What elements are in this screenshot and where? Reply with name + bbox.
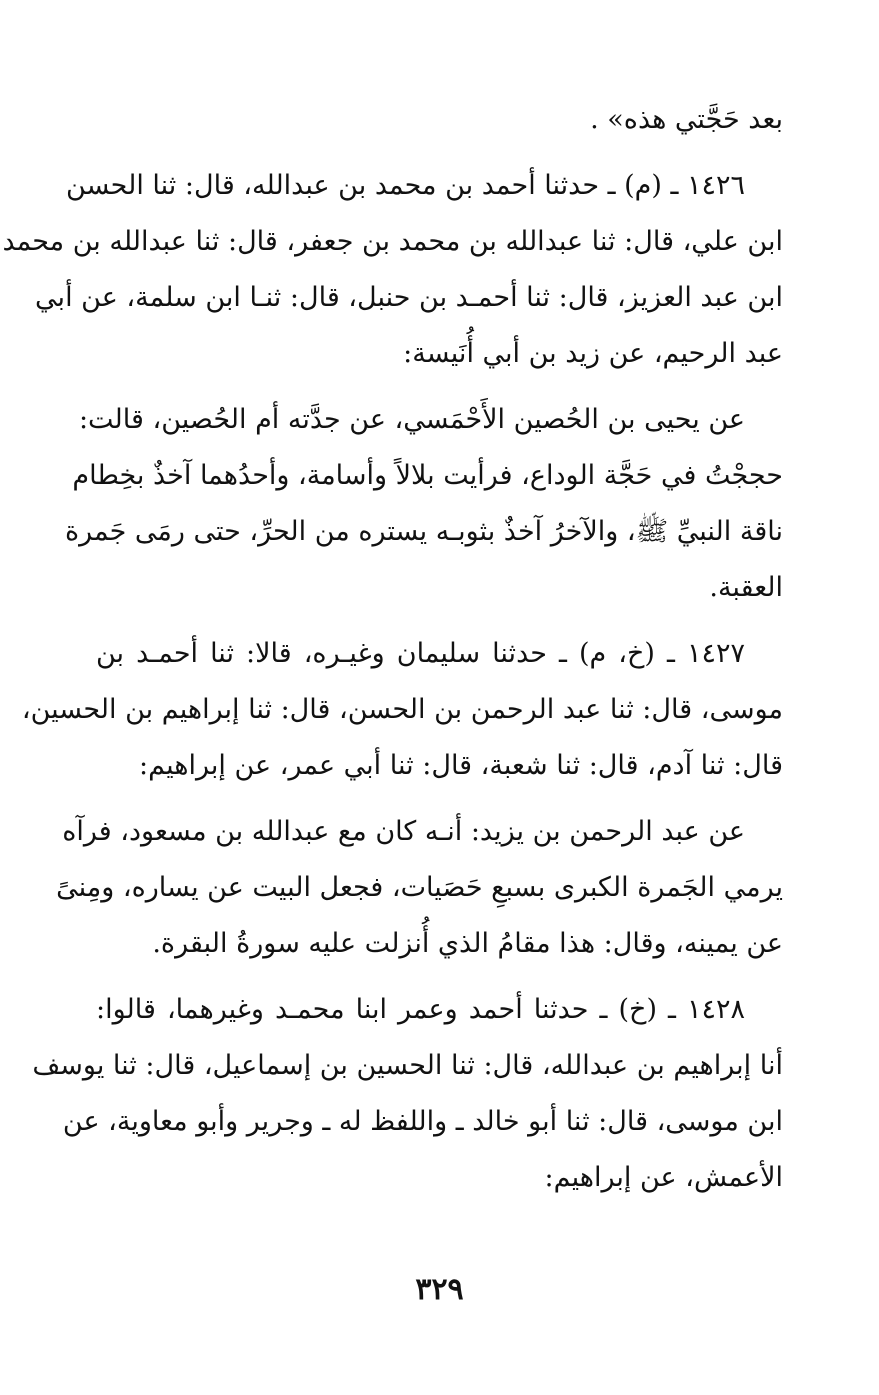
text-line: عن يحيى بن الحُصين الأَحْمَسي، عن جدَّته أم الحُصين، قالت: (78, 404, 745, 435)
hadith-1426-isnad (2, 158, 783, 382)
page-number: ٣٢٩ (415, 1272, 464, 1307)
text-line: ناقة النبيِّ ﷺ، والآخرُ آخذٌ بثوبـه يستره من الحرِّ، حتى رمَى جَمرة (64, 516, 783, 547)
text-line: قال: ثنا آدم، قال: ثنا شعبة، قال: ثنا أبي عمر، عن إبراهيم: (139, 750, 783, 781)
page-body (2, 92, 783, 1206)
text-line: بعد حَجَّتي هذه» . (590, 104, 783, 135)
hadith-1428-isnad (32, 982, 783, 1206)
text-line: أنا إبراهيم بن عبدالله، قال: ثنا الحسين بن إسماعيل، قال: ثنا يوسف (32, 1050, 783, 1081)
text-line: حججْتُ في حَجَّة الوداع، فرأيت بلالاً وأسامة، وأحدُهما آخذٌ بخِطام (72, 460, 783, 491)
hadith-1426-text (64, 392, 783, 616)
text-line: عن يمينه، وقال: هذا مقامُ الذي أُنزلت عليه سورةُ البقرة. (152, 928, 783, 959)
paragraph-continuation (96, 92, 783, 148)
text-line: عن عبد الرحمن بن يزيد: أنـه كان مع عبدالله بن مسعود، فرآه (62, 816, 745, 847)
text-line: ابن موسى، قال: ثنا أبو خالد ـ واللفظ له ـ وجرير وأبو معاوية، عن (62, 1106, 783, 1137)
hadith-1427-isnad (21, 626, 783, 794)
text-line: يرمي الجَمرة الكبرى بسبعِ حَصَيات، فجعل البيت عن يساره، ومِنىً (56, 872, 783, 903)
text-line: موسى، قال: ثنا عبد الرحمن بن الحسن، قال: ثنا إبراهيم بن الحسين، (21, 694, 783, 725)
text-line: العقبة. (709, 572, 783, 603)
text-line: ١٤٢٦ ـ (م) ـ حدثنا أحمد بن محمد بن عبدالله، قال: ثنا الحسن (66, 170, 745, 201)
text-line: ١٤٢٨ ـ (خ) ـ حدثنا أحمد وعمر ابنا محمـد وغيرهما، قالوا: (96, 994, 745, 1025)
text-line: ابن علي، قال: ثنا عبدالله بن محمد بن جعفر، قال: ثنا عبدالله بن محمد (2, 226, 783, 257)
hadith-1427-text (56, 804, 783, 972)
text-line: ابن عبد العزيز، قال: ثنا أحمـد بن حنبل، قال: ثنـا ابن سلمة، عن أبي (35, 282, 783, 313)
text-line: عبد الرحيم، عن زيد بن أبي أُنَيسة: (403, 338, 783, 369)
text-line: الأعمش، عن إبراهيم: (544, 1162, 783, 1193)
text-line: ١٤٢٧ ـ (خ، م) ـ حدثنا سليمان وغيـره، قالا: ثنا أحمـد بن (96, 638, 745, 669)
